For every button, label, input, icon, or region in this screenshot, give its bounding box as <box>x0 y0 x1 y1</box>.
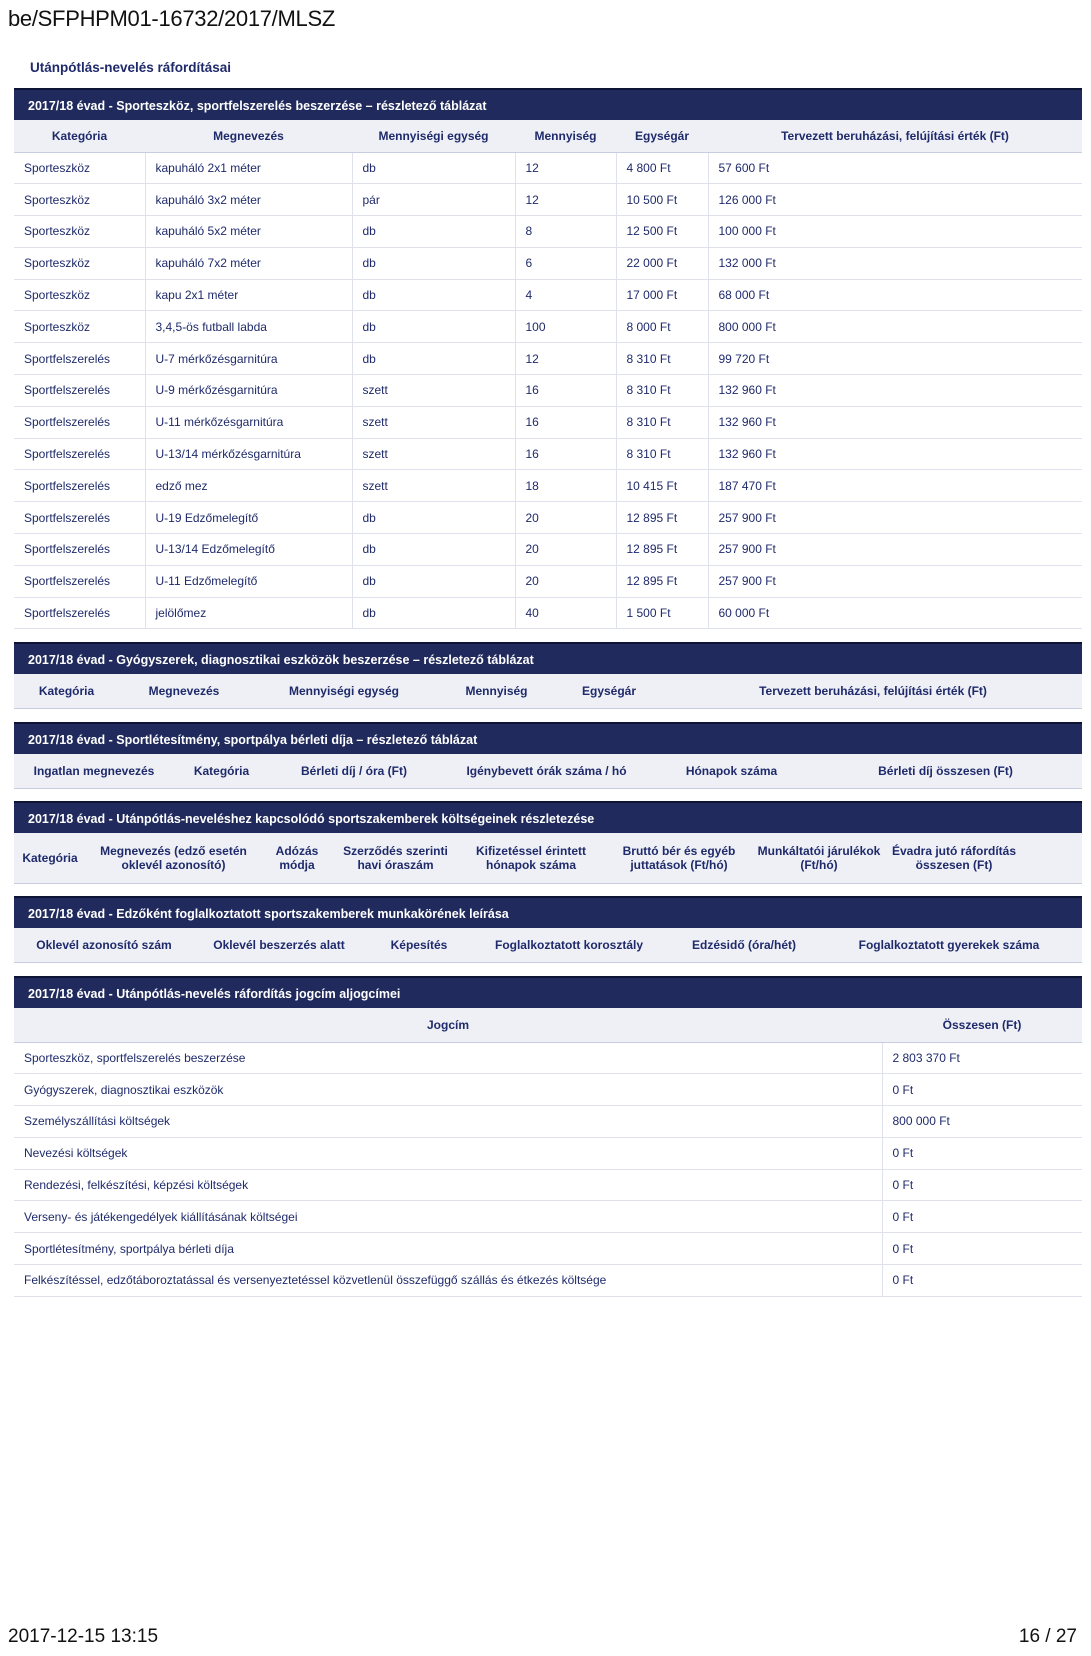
table-cell: kapu 2x1 méter <box>145 279 352 311</box>
table-cell: 16 <box>515 375 616 407</box>
table-cell: 12 895 Ft <box>616 565 708 597</box>
col-header: Oklevél beszerzés alatt <box>213 938 345 952</box>
subtitle-row <box>14 1137 1082 1169</box>
table-cell: Sportfelszerelés <box>14 502 145 534</box>
table-cell: U-11 mérkőzésgarnitúra <box>145 406 352 438</box>
table-cell: 10 415 Ft <box>616 470 708 502</box>
table-cell: db <box>352 534 515 566</box>
table-cell: 132 960 Ft <box>708 438 1082 470</box>
table-cell: Felkészítéssel, edzőtáboroztatással és versenyeztetéssel közvetlenül összefüggő szállás és étkezés költsége <box>14 1265 882 1297</box>
table-cell: 0 Ft <box>882 1074 1082 1106</box>
equipment-section <box>14 88 1082 629</box>
table-cell: 4 800 Ft <box>616 152 708 184</box>
page-heading: Utánpótlás-nevelés ráfordításai <box>30 60 232 75</box>
equipment-row <box>14 565 1082 597</box>
table-cell: Sporteszköz <box>14 184 145 216</box>
table-cell: 8 <box>515 216 616 248</box>
table-cell: db <box>352 216 515 248</box>
table-cell: 12 <box>515 184 616 216</box>
col-header: Megnevezés <box>148 684 220 698</box>
col-header: Bérleti díj / óra (Ft) <box>300 764 407 778</box>
col-header: Kategória <box>38 684 95 698</box>
table-cell: 100 000 Ft <box>708 216 1082 248</box>
table-cell: Verseny- és játékengedélyek kiállításának költségei <box>14 1201 882 1233</box>
equipment-row <box>14 534 1082 566</box>
table-cell: Sportfelszerelés <box>14 597 145 629</box>
col-header: Igénybevett órák száma / hó <box>466 764 627 778</box>
table-cell: 20 <box>515 534 616 566</box>
col-header: Kategória <box>22 851 78 865</box>
table-cell: 3,4,5-ös futball labda <box>145 311 352 343</box>
footer-page-number: 16 / 27 <box>1018 1626 1077 1647</box>
table-cell: 12 <box>515 152 616 184</box>
col-header: Jogcím <box>14 1008 882 1042</box>
table-cell: db <box>352 247 515 279</box>
table-cell: Sportfelszerelés <box>14 534 145 566</box>
table-cell: db <box>352 311 515 343</box>
subtitle-row <box>14 1042 1082 1074</box>
table-cell: 16 <box>515 406 616 438</box>
table-cell: kapuháló 2x1 méter <box>145 152 352 184</box>
equipment-row <box>14 343 1082 375</box>
col-header: Kategória <box>193 764 250 778</box>
table-cell: 800 000 Ft <box>708 311 1082 343</box>
table-cell: 132 960 Ft <box>708 375 1082 407</box>
table-cell: Sporteszköz <box>14 152 145 184</box>
col-header: Megnevezés (edző esetén oklevél azonosító) <box>100 844 247 872</box>
table-cell: 8 310 Ft <box>616 406 708 438</box>
staff-costs-section <box>14 801 1082 884</box>
col-header: Munkáltatói járulékok (Ft/hó) <box>757 844 881 872</box>
equipment-row <box>14 406 1082 438</box>
table-cell: Sportfelszerelés <box>14 565 145 597</box>
table-cell: Sportlétesítmény, sportpálya bérleti díja <box>14 1233 882 1265</box>
subtitles-section-title: 2017/18 évad - Utánpótlás-nevelés ráfordítás jogcím aljogcímei <box>14 976 1082 1008</box>
table-cell: 17 000 Ft <box>616 279 708 311</box>
col-header: Mennyiség <box>515 120 616 152</box>
subtitles-section <box>14 976 1082 1297</box>
table-cell: 187 470 Ft <box>708 470 1082 502</box>
table-cell: edző mez <box>145 470 352 502</box>
table-cell: 132 960 Ft <box>708 406 1082 438</box>
facility-header-row <box>14 754 1082 789</box>
document-id: be/SFPHPM01-16732/2017/MLSZ <box>8 6 335 31</box>
table-cell: db <box>352 502 515 534</box>
table-cell: 0 Ft <box>882 1233 1082 1265</box>
col-header: Képesítés <box>390 938 448 952</box>
table-cell: Sporteszköz, sportfelszerelés beszerzése <box>14 1042 882 1074</box>
medical-header-row <box>14 674 1082 709</box>
table-cell: U-7 mérkőzésgarnitúra <box>145 343 352 375</box>
col-header: Mennyiségi egység <box>352 120 515 152</box>
table-cell: 60 000 Ft <box>708 597 1082 629</box>
table-cell: U-13/14 Edzőmelegítő <box>145 534 352 566</box>
col-header: Évadra jutó ráfordítás összesen (Ft) <box>891 844 1017 872</box>
equipment-section-title: 2017/18 évad - Sporteszköz, sportfelszerelés beszerzése – részletező táblázat <box>14 88 1082 120</box>
table-cell: Sportfelszerelés <box>14 406 145 438</box>
medical-section-title: 2017/18 évad - Gyógyszerek, diagnosztikai eszközök beszerzése – részletező táblázat <box>14 642 1082 674</box>
table-cell: Sportfelszerelés <box>14 438 145 470</box>
col-header: Adózás módja <box>275 844 319 872</box>
table-cell: db <box>352 565 515 597</box>
table-cell: Gyógyszerek, diagnosztikai eszközök <box>14 1074 882 1106</box>
col-header: Ingatlan megnevezés <box>33 764 155 778</box>
table-cell: db <box>352 279 515 311</box>
coach-duties-section <box>14 896 1082 963</box>
table-cell: 8 000 Ft <box>616 311 708 343</box>
col-header: Egységár <box>616 120 708 152</box>
table-cell: pár <box>352 184 515 216</box>
equipment-row <box>14 216 1082 248</box>
table-cell: Nevezési költségek <box>14 1137 882 1169</box>
table-cell: Sporteszköz <box>14 311 145 343</box>
col-header: Összesen (Ft) <box>882 1008 1082 1042</box>
table-cell: 6 <box>515 247 616 279</box>
table-cell: 800 000 Ft <box>882 1106 1082 1138</box>
col-header: Szerződés szerinti havi óraszám <box>343 844 448 872</box>
table-cell: Sportfelszerelés <box>14 470 145 502</box>
table-cell: 40 <box>515 597 616 629</box>
table-cell: kapuháló 3x2 méter <box>145 184 352 216</box>
col-header: Tervezett beruházási, felújítási érték (Ft) <box>759 684 987 698</box>
col-header: Bérleti díj összesen (Ft) <box>878 764 1013 778</box>
table-cell: 8 310 Ft <box>616 375 708 407</box>
table-cell: 132 000 Ft <box>708 247 1082 279</box>
staff-costs-header-row <box>14 833 1082 884</box>
col-header: Bruttó bér és egyéb juttatások (Ft/hó) <box>622 844 736 872</box>
col-header: Kifizetéssel érintett hónapok száma <box>475 844 587 872</box>
equipment-row <box>14 247 1082 279</box>
subtitle-row <box>14 1169 1082 1201</box>
table-cell: 0 Ft <box>882 1137 1082 1169</box>
subtitle-row <box>14 1265 1082 1297</box>
facility-section <box>14 722 1082 789</box>
subtitles-header-row <box>14 1008 1082 1042</box>
table-cell: 1 500 Ft <box>616 597 708 629</box>
table-cell: 100 <box>515 311 616 343</box>
table-cell: 12 895 Ft <box>616 534 708 566</box>
col-header: Foglalkoztatott gyerekek száma <box>858 938 1040 952</box>
table-cell: szett <box>352 438 515 470</box>
table-cell: 257 900 Ft <box>708 534 1082 566</box>
table-cell: jelölőmez <box>145 597 352 629</box>
table-cell: 68 000 Ft <box>708 279 1082 311</box>
col-header: Egységár <box>581 684 637 698</box>
table-cell: 20 <box>515 565 616 597</box>
medical-section <box>14 642 1082 709</box>
table-cell: 12 <box>515 343 616 375</box>
table-cell: szett <box>352 470 515 502</box>
col-header: Tervezett beruházási, felújítási érték (Ft) <box>708 120 1082 152</box>
equipment-row <box>14 279 1082 311</box>
col-header: Megnevezés <box>145 120 352 152</box>
table-cell: 8 310 Ft <box>616 343 708 375</box>
subtitles-table <box>14 1008 1082 1297</box>
table-cell: 0 Ft <box>882 1169 1082 1201</box>
col-header: Hónapok száma <box>685 764 778 778</box>
table-cell: Rendezési, felkészítési, képzési költségek <box>14 1169 882 1201</box>
equipment-row <box>14 375 1082 407</box>
table-cell: db <box>352 152 515 184</box>
table-cell: 0 Ft <box>882 1201 1082 1233</box>
footer-timestamp: 2017-12-15 13:15 <box>8 1626 159 1647</box>
coach-duties-header-row <box>14 928 1082 963</box>
table-cell: kapuháló 7x2 méter <box>145 247 352 279</box>
coach-duties-section-title: 2017/18 évad - Edzőként foglalkoztatott sportszakemberek munkakörének leírása <box>14 896 1082 928</box>
table-cell: 2 803 370 Ft <box>882 1042 1082 1074</box>
table-cell: 16 <box>515 438 616 470</box>
table-cell: szett <box>352 375 515 407</box>
table-cell: 10 500 Ft <box>616 184 708 216</box>
equipment-row <box>14 470 1082 502</box>
equipment-row <box>14 184 1082 216</box>
col-header: Mennyiségi egység <box>288 684 400 698</box>
table-cell: 12 895 Ft <box>616 502 708 534</box>
table-cell: U-11 Edzőmelegítő <box>145 565 352 597</box>
table-cell: Személyszállítási költségek <box>14 1106 882 1138</box>
subtitle-row <box>14 1233 1082 1265</box>
equipment-row <box>14 502 1082 534</box>
equipment-table <box>14 120 1082 629</box>
table-cell: 18 <box>515 470 616 502</box>
table-cell: 0 Ft <box>882 1265 1082 1297</box>
equipment-row <box>14 311 1082 343</box>
table-cell: 12 500 Ft <box>616 216 708 248</box>
table-cell: 8 310 Ft <box>616 438 708 470</box>
subtitle-row <box>14 1106 1082 1138</box>
table-cell: 20 <box>515 502 616 534</box>
table-cell: Sporteszköz <box>14 216 145 248</box>
table-cell: U-19 Edzőmelegítő <box>145 502 352 534</box>
subtitle-row <box>14 1074 1082 1106</box>
table-cell: 22 000 Ft <box>616 247 708 279</box>
table-cell: 257 900 Ft <box>708 565 1082 597</box>
equipment-row <box>14 438 1082 470</box>
table-cell: U-9 mérkőzésgarnitúra <box>145 375 352 407</box>
table-cell: 99 720 Ft <box>708 343 1082 375</box>
col-header: Mennyiség <box>465 684 528 698</box>
col-header: Oklevél azonosító szám <box>36 938 172 952</box>
table-cell: Sporteszköz <box>14 279 145 311</box>
table-cell: U-13/14 mérkőzésgarnitúra <box>145 438 352 470</box>
col-header: Edzésidő (óra/hét) <box>691 938 796 952</box>
table-cell: Sporteszköz <box>14 247 145 279</box>
staff-costs-section-title: 2017/18 évad - Utánpótlás-neveléshez kapcsolódó sportszakemberek költségeinek részletezése <box>14 801 1082 833</box>
equipment-header-row <box>14 120 1082 152</box>
table-cell: Sportfelszerelés <box>14 343 145 375</box>
table-cell: db <box>352 343 515 375</box>
equipment-row <box>14 597 1082 629</box>
table-cell: 57 600 Ft <box>708 152 1082 184</box>
facility-section-title: 2017/18 évad - Sportlétesítmény, sportpálya bérleti díja – részletező táblázat <box>14 722 1082 754</box>
col-header: Foglalkoztatott korosztály <box>494 938 643 952</box>
table-cell: db <box>352 597 515 629</box>
equipment-row <box>14 152 1082 184</box>
table-cell: kapuháló 5x2 méter <box>145 216 352 248</box>
table-cell: 257 900 Ft <box>708 502 1082 534</box>
table-cell: 4 <box>515 279 616 311</box>
col-header: Kategória <box>14 120 145 152</box>
table-cell: 126 000 Ft <box>708 184 1082 216</box>
table-cell: Sportfelszerelés <box>14 375 145 407</box>
subtitle-row <box>14 1201 1082 1233</box>
table-cell: szett <box>352 406 515 438</box>
